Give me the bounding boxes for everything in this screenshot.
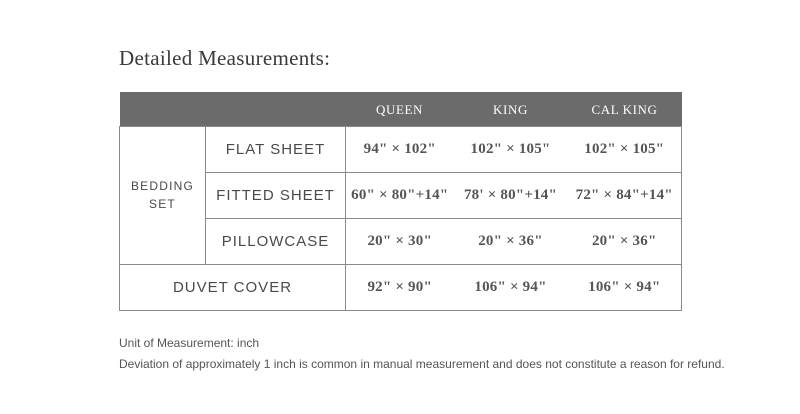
header-king: KING (493, 101, 528, 117)
duvet-cover-king: 106" × 94" (454, 264, 568, 310)
table-row (120, 126, 682, 172)
unit-note: Unit of Measurement: inch (119, 336, 260, 350)
duvet-cover-cal-king: 106" × 94" (568, 264, 682, 310)
duvet-cover-queen: 92" × 90" (346, 264, 454, 310)
fitted-sheet-cal-king: 72" × 84"+14" (568, 172, 682, 218)
table-header-row (120, 92, 682, 126)
group-label-line2: SET (149, 197, 176, 211)
measurements-table (119, 92, 682, 311)
row-label-pillowcase: PILLOWCASE (206, 218, 346, 264)
header-queen: QUEEN (375, 101, 424, 117)
pillowcase-king: 20" × 36" (454, 218, 568, 264)
header-blank (120, 92, 346, 126)
group-label-line1: BEDDING (130, 179, 195, 193)
table-row (120, 264, 682, 310)
pillowcase-queen: 20" × 30" (346, 218, 454, 264)
row-label-duvet-cover: DUVET COVER (120, 264, 346, 310)
notes (119, 333, 725, 375)
row-label-fitted-sheet: FITTED SHEET (206, 172, 346, 218)
flat-sheet-king: 102" × 105" (454, 126, 568, 172)
deviation-note: Deviation of approximately 1 inch is common in manual measurement and does not constitute a reason for refund. (119, 357, 725, 371)
flat-sheet-cal-king: 102" × 105" (568, 126, 682, 172)
page-title: Detailed Measurements: (119, 46, 331, 70)
row-label-flat-sheet: FLAT SHEET (206, 126, 346, 172)
flat-sheet-queen: 94" × 102" (346, 126, 454, 172)
bedding-set-label (120, 126, 206, 264)
header-cal-king: CAL KING (591, 101, 658, 117)
pillowcase-cal-king: 20" × 36" (568, 218, 682, 264)
fitted-sheet-king: 78' × 80"+14" (454, 172, 568, 218)
fitted-sheet-queen: 60" × 80"+14" (346, 172, 454, 218)
